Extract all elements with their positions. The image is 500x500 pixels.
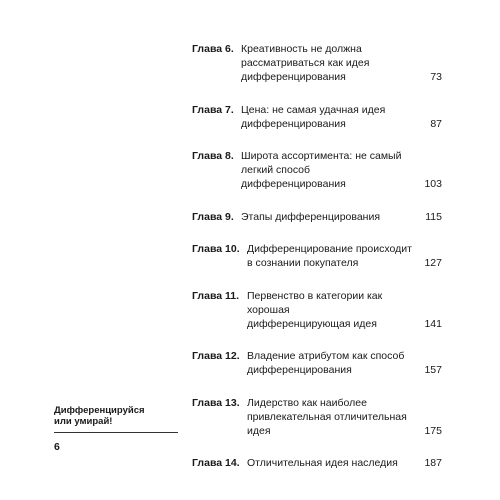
- chapter-title-line: Лидерство как наиболее: [247, 396, 367, 409]
- chapter-title-line: привлекательная отличительная: [247, 410, 407, 423]
- toc-entry: [192, 242, 442, 270]
- chapter-label: Глава 7.: [192, 103, 234, 116]
- table-of-contents: [192, 42, 442, 489]
- chapter-title-line: дифференцирования: [241, 71, 346, 83]
- chapter-title-line: Первенство в категории как хорошая: [247, 289, 383, 316]
- chapter-label: Глава 12.: [192, 350, 240, 362]
- chapter-title: [247, 396, 416, 438]
- chapter-title-line: идея: [247, 424, 271, 437]
- chapter-page: 115: [425, 210, 442, 223]
- chapter-label: Глава 10.: [192, 243, 240, 255]
- chapter-title: [247, 289, 416, 331]
- chapter-page: 73: [430, 71, 442, 83]
- chapter-label: Глава 13.: [192, 396, 240, 409]
- toc-entry: [192, 289, 442, 331]
- chapter-title-line: Владение атрибутом как способ: [247, 350, 405, 362]
- chapter-title-line: рассматриваться как идея: [241, 57, 370, 69]
- chapter-page: 141: [424, 317, 442, 330]
- chapter-title: [241, 103, 416, 131]
- chapter-title: [247, 456, 416, 470]
- toc-entry: [192, 210, 442, 224]
- chapter-page: 187: [424, 457, 442, 469]
- chapter-title-line: Отличительная идея наследия: [247, 457, 398, 469]
- book-title-line: или умирай!: [54, 416, 113, 427]
- toc-entry: [192, 149, 442, 191]
- chapter-page: 103: [424, 178, 442, 190]
- toc-entry: [192, 42, 442, 84]
- chapter-label: Глава 14.: [192, 457, 240, 469]
- chapter-page: 127: [424, 257, 442, 269]
- chapter-title: [247, 242, 416, 270]
- chapter-label: Глава 8.: [192, 150, 234, 162]
- footer-divider: [54, 432, 178, 433]
- toc-entry: [192, 456, 442, 470]
- chapter-label: Глава 11.: [192, 289, 240, 302]
- chapter-page: 87: [430, 117, 442, 130]
- chapter-title: [241, 149, 416, 191]
- chapter-title-line: Широта ассортимента: не самый: [241, 150, 402, 162]
- book-title-line: Дифференцируйся: [54, 405, 145, 416]
- chapter-title-line: Цена: не самая удачная идея: [241, 103, 386, 116]
- chapter-title-line: Этапы дифференцирования: [241, 210, 381, 223]
- toc-entry: [192, 396, 442, 438]
- toc-entry: [192, 103, 442, 131]
- toc-entry: [192, 349, 442, 377]
- chapter-title-line: дифференцирующая идея: [247, 317, 377, 330]
- chapter-title-line: легкий способ дифференцирования: [241, 164, 346, 190]
- chapter-title-line: в сознании покупателя: [247, 257, 359, 269]
- chapter-title-line: Креативность не должна: [241, 43, 362, 55]
- chapter-title-line: дифференцирования: [247, 364, 352, 376]
- chapter-page: 175: [424, 424, 442, 437]
- chapter-label: Глава 9.: [192, 210, 234, 223]
- chapter-title-line: дифференцирования: [241, 117, 346, 130]
- running-book-title: [54, 405, 179, 427]
- chapter-page: 157: [424, 364, 442, 376]
- chapter-title: [241, 42, 416, 84]
- chapter-title: [241, 210, 416, 224]
- chapter-title-line: Дифференцирование происходит: [247, 243, 412, 255]
- chapter-title: [247, 349, 416, 377]
- chapter-label: Глава 6.: [192, 43, 234, 55]
- page-number: 6: [54, 441, 60, 453]
